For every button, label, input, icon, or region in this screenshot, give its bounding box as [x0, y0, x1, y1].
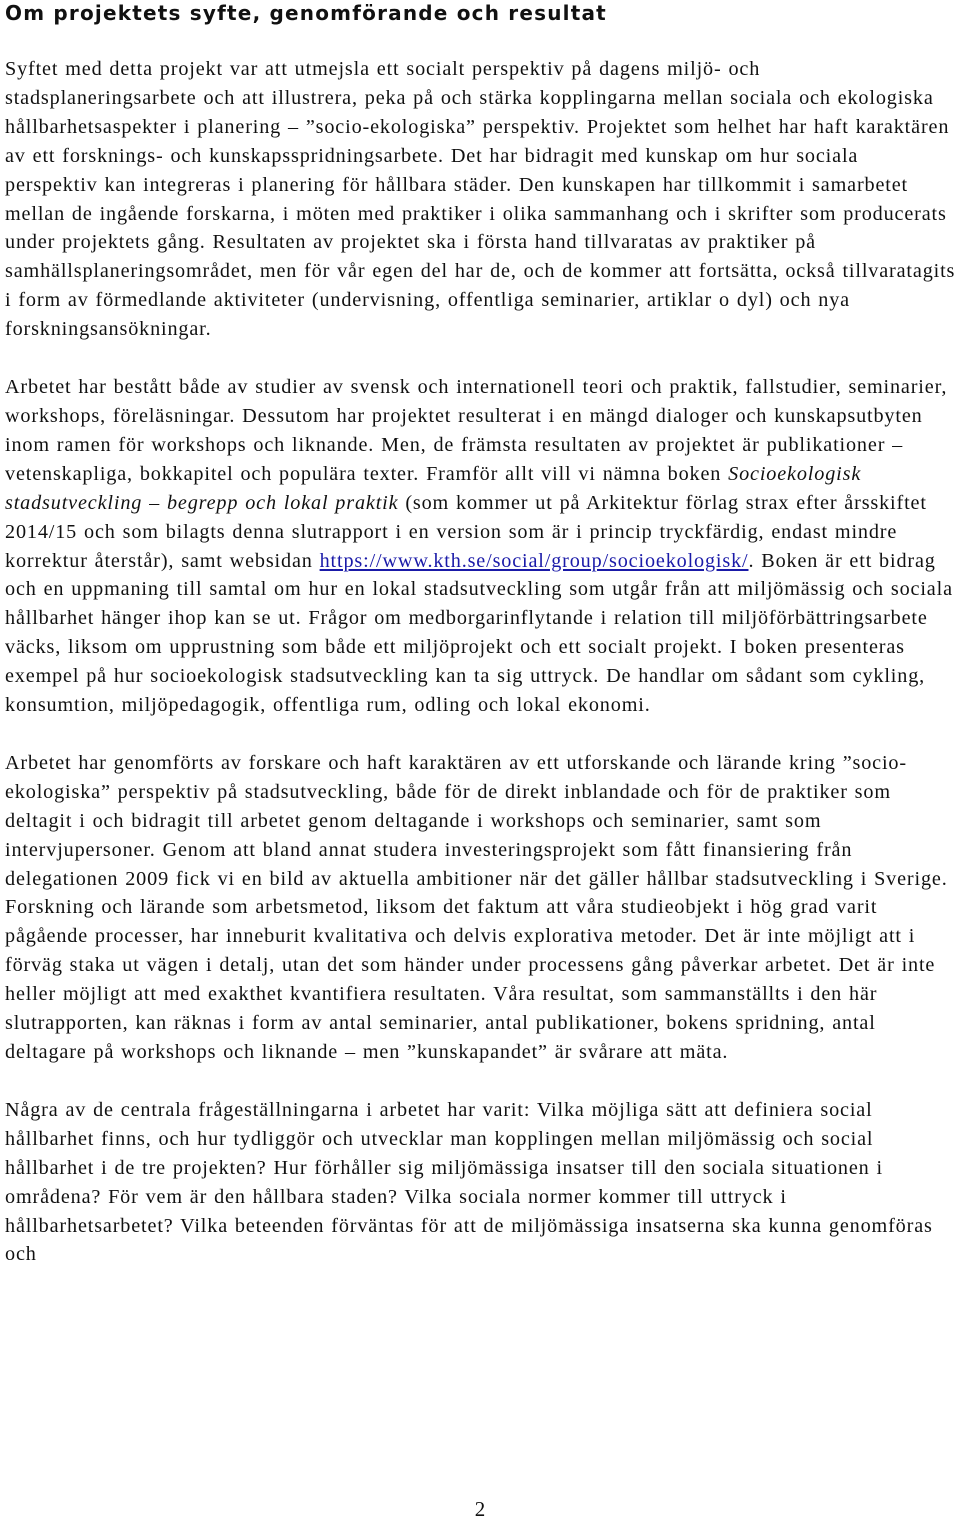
paragraph-method: Arbetet har genomförts av forskare och haft karaktären av ett utforskande och lärande kring ”socio-ekologiska” perspektiv på stadsutveckling, både för de direkt inblandade och för de praktiker som deltagit i och bidragit till arbetet genom deltagande i workshops och seminarier, samt som intervjupersoner. Genom att bland annat studera investeringsprojekt som fått finansiering från delegationen 2009 fick vi en bild av aktuella ambitioner när det gäller hållbar stadsutveckling i Sverige. Forskning och lärande som arbetsmetod, liksom det faktum att våra studieobjekt i hög grad varit pågående processer, har inneburit kvalitativa och delvis explorativa metoder. Det är inte möjligt att i förväg staka ut vägen i detalj, utan det som händer under processens gång påverkar arbetet. Det är inte heller möjligt att med exakthet kvantifiera resultaten. Våra resultat, som sammanställts i den här slutrapporten, kan räknas i form av antal seminarier, antal publikationer, bokens spridning, antal deltagare på workshops och liknande – men ”kunskapandet” är svårare att mäta. [5, 751, 948, 1063]
section-heading: Om projektets syfte, genomförande och resultat [5, 1, 607, 25]
book-title: Socioekologisk stadsutveckling – begrepp och lokal praktik [5, 462, 862, 514]
paragraph-text-end: . Boken är ett bidrag och en uppmaning till samtal om hur en lokal stadsutveckling som utgår från att miljömässig och sociala hållbarhet hänger ihop kan se ut. Frågor om medborgarinflytande i relation till miljöförbättringsarbete väcks, liksom om upprustning som både ett miljöprojekt och ett socialt projekt. I boken presenteras exempel på hur socioekologisk stadsutveckling kan ta sig uttryck. De handlar om sådant som cykling, konsumtion, miljöpedagogik, offentliga rum, odling och lokal ekonomi. [5, 549, 953, 717]
page-number: 2 [474, 1497, 486, 1521]
website-link[interactable]: https://www.kth.se/social/group/socioekologisk/ [319, 549, 749, 572]
paragraph-text-intro: Arbetet har bestått både av studier av svensk och internationell teori och praktik, fallstudier, seminarier, workshops, föreläsningar. Dessutom har projektet resulterat i en mängd dialoger och kunskapsutbyten inom ramen för workshops och liknande. Men, de främsta resultaten av projektet är publikationer – vetenskapliga, bokkapitel och populära texter. Framför allt vill vi nämna boken [5, 376, 948, 485]
paragraph-purpose: Syftet med detta projekt var att utmejsla ett socialt perspektiv på dagens miljö- och stadsplaneringsarbete och att illustrera, peka på och stärka kopplingarna mellan sociala och ekologiska hållbarhetsaspekter i planering – ”socio-ekologiska” perspektiv. Projektet som helhet har haft karaktären av ett forsknings- och kunskapsspridningsarbete. Det har bidragit med kunskap om hur sociala perspektiv kan integreras i planering för hållbara städer. Den kunskapen har tillkommit i samarbetet mellan de ingående forskarna, i möten med praktiker i olika sammanhang och i skrifter som producerats under projektets gång. Resultaten av projektet ska i första hand tillvaratas av praktiker på samhällsplaneringsområdet, men för vår egen del har de, och de kommer att fortsätta, också tillvaratagits i form av förmedlande aktiviteter (undervisning, offentliga seminarier, artiklar o dyl) och nya forskningsansökningar. [5, 58, 956, 341]
paragraph-work-results [5, 373, 957, 720]
paragraph-questions: Några av de centrala frågeställningarna i arbetet har varit: Vilka möjliga sätt att definiera social hållbarhet finns, och hur tydliggör och utvecklar man kopplingen mellan miljömässig och social hållbarhet i de tre projekten? Hur förhåller sig miljömässiga insatser till den sociala situationen i områdena? För vem är den hållbara staden? Vilka sociala normer kommer till uttryck i hållbarhetsarbetet? Vilka beteenden förväntas för att de miljömässiga insatserna ska kunna genomföras och [5, 1098, 933, 1266]
paragraph-text-middle: (som kommer ut på Arkitektur förlag strax efter årsskiftet 2014/15 och som bilagts denna slutrapport i en version som är i princip tryckfärdig, endast mindre korrektur återstår), samt websidan [5, 491, 927, 572]
document-page [5, 0, 957, 1269]
